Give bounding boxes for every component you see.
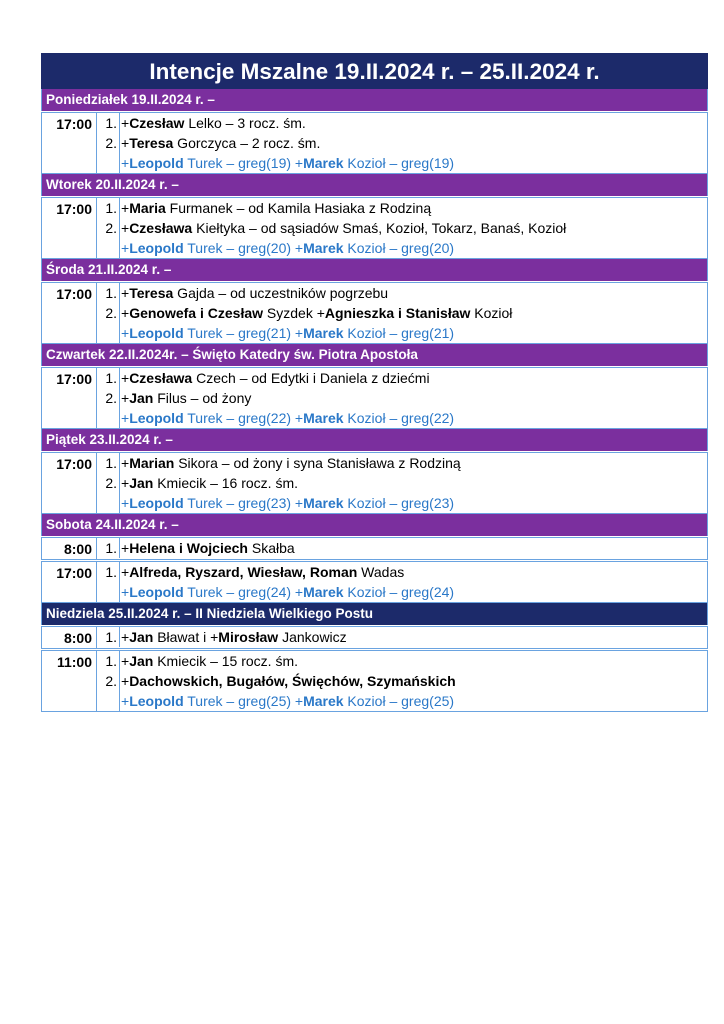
intention-number: 1. (97, 562, 120, 582)
mass-slot (41, 650, 708, 712)
intention-text: +Czesława Kiełtyka – od sąsiadów Smaś, Kozioł, Tokarz, Banaś, Kozioł (121, 220, 567, 236)
intention-text: +Czesława Czech – od Edytki i Daniela z dziećmi (121, 370, 430, 386)
intention-line (97, 651, 707, 671)
day-header: Środa 21.II.2024 r. – (41, 259, 708, 281)
mass-intentions-schedule (41, 53, 708, 712)
intention-text: +Teresa Gajda – od uczestników pogrzebu (121, 285, 389, 301)
intention-number: 1. (97, 453, 120, 473)
intention-text: +Leopold Turek – greg(23) +Marek Kozioł – greg(23) (121, 495, 455, 511)
intention-text: +Alfreda, Ryszard, Wiesław, Roman Wadas (121, 564, 405, 580)
intention-line (97, 113, 707, 133)
intention-text: +Marian Sikora – od żony i syna Stanisława z Rodziną (121, 455, 461, 471)
intention-number: 2. (97, 218, 120, 238)
intention-number: 1. (97, 283, 120, 303)
mass-time: 17:00 (42, 453, 97, 513)
day-header: Poniedziałek 19.II.2024 r. – (41, 89, 708, 111)
intention-text: +Leopold Turek – greg(24) +Marek Kozioł – greg(24) (121, 584, 455, 600)
intention-text: +Maria Furmanek – od Kamila Hasiaka z Rodziną (121, 200, 432, 216)
intention-text: +Leopold Turek – greg(25) +Marek Kozioł – greg(25) (121, 693, 455, 709)
intention-number (97, 323, 120, 343)
page-title: Intencje Mszalne 19.II.2024 r. – 25.II.2024 r. (41, 53, 708, 89)
intention-text: +Jan Filus – od żony (121, 390, 252, 406)
intention-number (97, 691, 120, 711)
intention-text: +Genowefa i Czesław Syzdek +Agnieszka i Stanisław Kozioł (121, 305, 513, 321)
mass-slot (41, 561, 708, 603)
intention-line (97, 627, 707, 647)
intention-line (97, 671, 707, 691)
mass-slot (41, 626, 708, 649)
intention-line (97, 388, 707, 408)
day-header: Wtorek 20.II.2024 r. – (41, 174, 708, 196)
intention-number: 2. (97, 133, 120, 153)
gregorian-intention (97, 493, 707, 513)
intention-number (97, 153, 120, 173)
intention-text: +Jan Bławat i +Mirosław Jankowicz (121, 629, 347, 645)
mass-slot (41, 537, 708, 560)
intention-line (97, 218, 707, 238)
day-section (41, 174, 708, 259)
gregorian-intention (97, 691, 707, 711)
intention-number: 1. (97, 627, 120, 647)
intention-line (97, 303, 707, 323)
mass-slot (41, 452, 708, 514)
intention-number: 2. (97, 388, 120, 408)
intention-text: +Jan Kmiecik – 15 rocz. śm. (121, 653, 299, 669)
intention-number: 2. (97, 303, 120, 323)
mass-time: 8:00 (42, 538, 97, 559)
intention-line (97, 453, 707, 473)
intention-text: +Leopold Turek – greg(21) +Marek Kozioł – greg(21) (121, 325, 455, 341)
mass-time: 11:00 (42, 651, 97, 711)
mass-slot (41, 282, 708, 344)
intention-number: 1. (97, 198, 120, 218)
mass-time: 17:00 (42, 113, 97, 173)
intention-number (97, 582, 120, 602)
days-list (41, 89, 708, 712)
day-section (41, 603, 708, 712)
day-header: Piątek 23.II.2024 r. – (41, 429, 708, 451)
gregorian-intention (97, 582, 707, 602)
intention-number: 2. (97, 473, 120, 493)
intention-line (97, 283, 707, 303)
intention-number: 1. (97, 538, 120, 558)
intention-text: +Dachowskich, Bugałów, Święchów, Szymańskich (121, 673, 456, 689)
intention-text: +Jan Kmiecik – 16 rocz. śm. (121, 475, 299, 491)
gregorian-intention (97, 153, 707, 173)
day-header: Sobota 24.II.2024 r. – (41, 514, 708, 536)
mass-time: 17:00 (42, 562, 97, 602)
day-section (41, 514, 708, 603)
intention-text: +Czesław Lelko – 3 rocz. śm. (121, 115, 306, 131)
mass-time: 17:00 (42, 368, 97, 428)
intention-number: 1. (97, 368, 120, 388)
intention-line (97, 133, 707, 153)
mass-slot (41, 197, 708, 259)
intention-line (97, 562, 707, 582)
intention-text: +Leopold Turek – greg(20) +Marek Kozioł – greg(20) (121, 240, 455, 256)
mass-time: 17:00 (42, 283, 97, 343)
intention-line (97, 198, 707, 218)
intention-number (97, 408, 120, 428)
intention-line (97, 538, 707, 558)
day-section (41, 344, 708, 429)
intention-number: 2. (97, 671, 120, 691)
intention-text: +Teresa Gorczyca – 2 rocz. śm. (121, 135, 321, 151)
day-section (41, 429, 708, 514)
day-section (41, 89, 708, 174)
intention-number: 1. (97, 651, 120, 671)
intention-line (97, 368, 707, 388)
day-header: Czwartek 22.II.2024r. – Święto Katedry św. Piotra Apostoła (41, 344, 708, 366)
intention-text: +Leopold Turek – greg(19) +Marek Kozioł – greg(19) (121, 155, 455, 171)
intention-text: +Leopold Turek – greg(22) +Marek Kozioł – greg(22) (121, 410, 455, 426)
day-header: Niedziela 25.II.2024 r. – II Niedziela Wielkiego Postu (41, 603, 708, 625)
intention-number (97, 493, 120, 513)
gregorian-intention (97, 323, 707, 343)
intention-number (97, 238, 120, 258)
mass-slot (41, 112, 708, 174)
day-section (41, 259, 708, 344)
mass-time: 17:00 (42, 198, 97, 258)
gregorian-intention (97, 408, 707, 428)
mass-slot (41, 367, 708, 429)
intention-text: +Helena i Wojciech Skałba (121, 540, 295, 556)
gregorian-intention (97, 238, 707, 258)
intention-number: 1. (97, 113, 120, 133)
mass-time: 8:00 (42, 627, 97, 648)
intention-line (97, 473, 707, 493)
